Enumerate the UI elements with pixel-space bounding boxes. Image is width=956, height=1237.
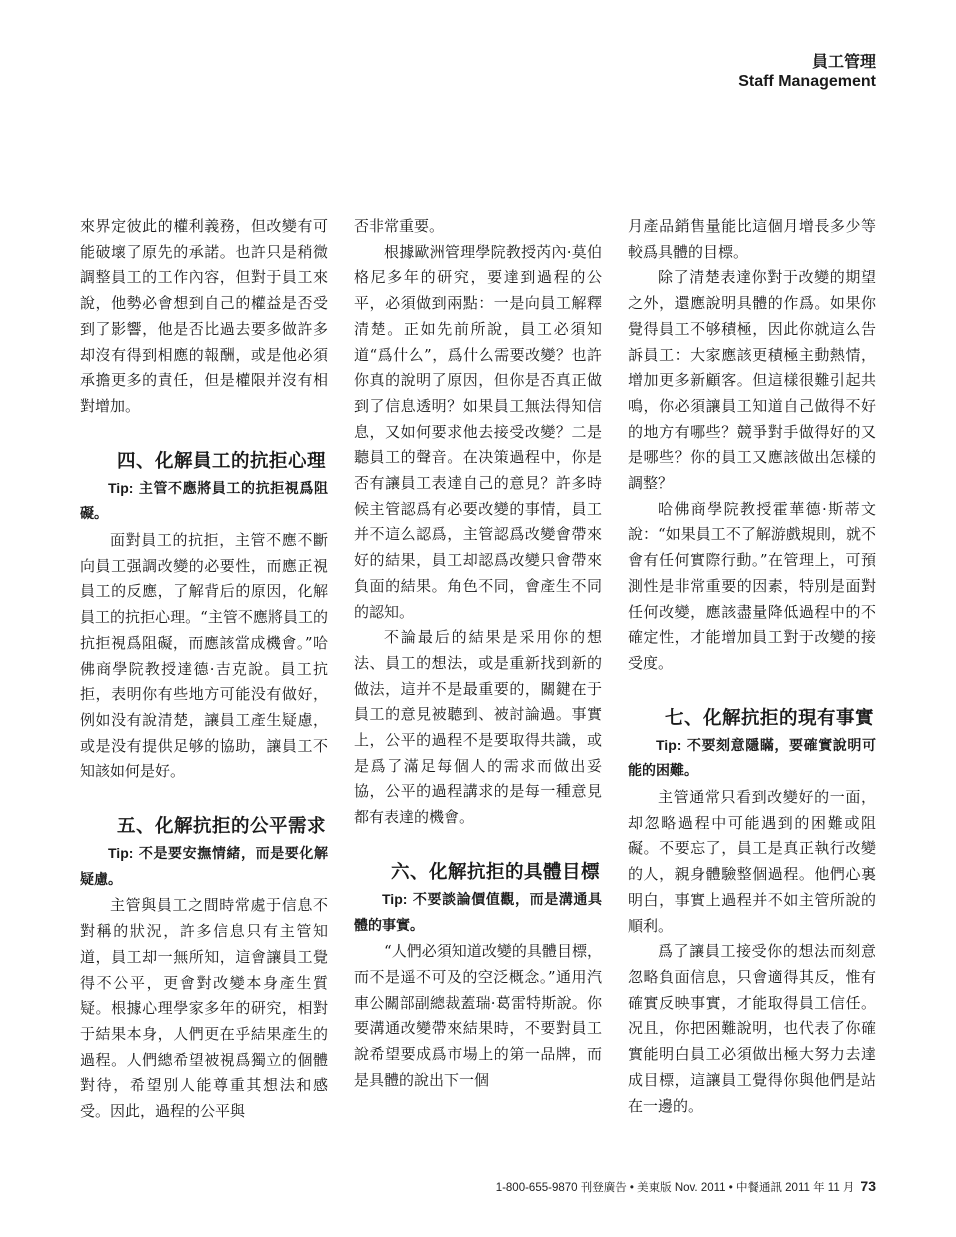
section-heading-7: 七、化解抗拒的現有事實: [665, 707, 875, 729]
text-column-3: [628, 214, 876, 1119]
text-column-2: [354, 214, 602, 1094]
section-title-english: Staff Management: [738, 73, 876, 90]
paragraph: 月產品銷售量能比這個月增長多少等較爲具體的目標。: [628, 217, 876, 261]
tip-text: 主管不應將員工的抗拒視爲阻礙。: [80, 480, 328, 523]
section-title-chinese: 員工管理: [811, 52, 876, 71]
paragraph: 爲了讓員工接受你的想法而刻意忽略負面信息，只會適得其反，惟有確實反映事實，才能取得員工信任。况且，你把困難說明，也代表了你確實能明白員工必須做出極大努力去達成目標，這讓員工覺得你與他們是站在一邊的。: [628, 942, 876, 1115]
section-tip-4: [80, 476, 328, 528]
paragraph: 主管與員工之間時常處于信息不對稱的狀況，許多信息只有主管知道，員工却一無所知，這會讓員工覺得不公平，更會對改變本身產生質疑。根據心理學家多年的研究，相對于結果本身，人們更在乎結果產生的過程。人們總希望被視爲獨立的個體對待，希望別人能尊重其想法和感受。因此，過程的公平與: [80, 896, 328, 1121]
section-tip-5: [80, 841, 328, 893]
paragraph: “人們必須知道改變的具體目標，而不是遥不可及的空泛概念。”通用汽車公關部副總裁蓋瑞·葛雷特斯說。你要溝通改變帶來結果時，不要對員工說希望要成爲市場上的第一品牌，而是具體的說出下一個: [354, 942, 602, 1089]
paragraph: 主管通常只看到改變好的一面，却忽略過程中可能遇到的困難或阻礙。不要忘了，員工是真正執行改變的人，親身體驗整個過程。他們心裏明白，事實上過程并不如主管所說的順利。: [628, 788, 876, 935]
section-heading-6: 六、化解抗拒的具體目標: [391, 861, 601, 883]
tip-label: Tip:: [108, 479, 134, 496]
section-heading-4: 四、化解員工的抗拒心理: [117, 450, 327, 472]
section-tip-7: [628, 733, 876, 785]
tip-label: Tip:: [656, 736, 682, 753]
tip-text: 不要刻意隱瞞，要確實說明可能的困難。: [628, 737, 876, 780]
section-heading-5: 五、化解抗拒的公平需求: [117, 816, 327, 838]
tip-label: Tip:: [108, 845, 134, 862]
section-tip-6: [354, 887, 602, 939]
paragraph: 來界定彼此的權利義務，但改變有可能破壞了原先的承諾。也許只是稍微調整員工的工作內容，但對于員工來說，他勢必會想到自己的權益是否受到了影響，他是否比過去要多做許多却沒有得到相應的報酬，或是他必須承擔更多的責任，但是權限并沒有相對增加。: [80, 217, 328, 415]
footer-text: 1-800-655-9870 刊登廣告 • 美東版 Nov. 2011 • 中餐通訊 2011 年 11 月: [495, 1182, 855, 1194]
tip-text: 不要談論價值觀，而是溝通具體的事實。: [354, 891, 602, 934]
tip-label: Tip:: [382, 890, 408, 907]
page-header: [738, 52, 876, 92]
paragraph: 否非常重要。: [354, 217, 445, 235]
tip-text: 不是要安撫情緒，而是要化解疑慮。: [80, 846, 328, 888]
text-column-1: [80, 214, 328, 1125]
page-footer: [496, 1178, 876, 1195]
paragraph: 不論最后的結果是采用你的想法、員工的想法，或是重新找到新的做法，這并不是最重要的，關鍵在于員工的意見被聽到、被討論過。事實上，公平的過程不是要取得共識，或是爲了滿足每個人的需求而做出妥協，公平的過程講求的是每一種意見都有表達的機會。: [354, 628, 602, 827]
paragraph: 哈佛商學院教授霍華德·斯蒂文說：“如果員工不了解游戲規則，就不會有任何實際行動。”在管理上，可預測性是非常重要的因素，特別是面對任何改變，應該盡量降低過程中的不確定性，才能增加員工對于改變的接受度。: [628, 499, 876, 672]
paragraph: 除了清楚表達你對于改變的期望之外，還應說明具體的作爲。如果你覺得員工不够積極，因此你就這么告訴員工：大家應該更積極主動熱情，增加更多新顧客。但這樣很難引起共鳴，你必須讓員工知道自己做得不好的地方有哪些？競爭對手做得好的又是哪些？你的員工又應該做出怎樣的調整？: [628, 268, 876, 493]
paragraph: 根據歐洲管理學院教授芮內·莫伯格尼多年的研究，要達到過程的公平，必須做到兩點：一是向員工解釋清楚。正如先前所說，員工必須知道“爲什么”，爲什么需要改變？也許你真的說明了原因，但你是否真正做到了信息透明？如果員工無法得知信息，又如何要求他去接受改變？二是聽員工的聲音。在决策過程中，你是否有讓員工表達自己的意見？許多時候主管認爲有必要改變的事情，員工并不這么認爲，主管認爲改變會帶來好的結果，員工却認爲改變只會帶來負面的結果。角色不同，會產生不同的認知。: [354, 242, 602, 621]
page-number: 73: [860, 1178, 876, 1194]
paragraph: 面對員工的抗拒，主管不應不斷向員工强調改變的必要性，而應正視員工的反應，了解背后的原因，化解員工的抗拒心理。“主管不應將員工的抗拒視爲阻礙，而應該當成機會。”哈佛商學院教授達德·吉克說。員工抗拒，表明你有些地方可能没有做好，例如没有說清楚，讓員工產生疑慮，或是没有提供足够的協助，讓員工不知該如何是好。: [80, 531, 328, 781]
